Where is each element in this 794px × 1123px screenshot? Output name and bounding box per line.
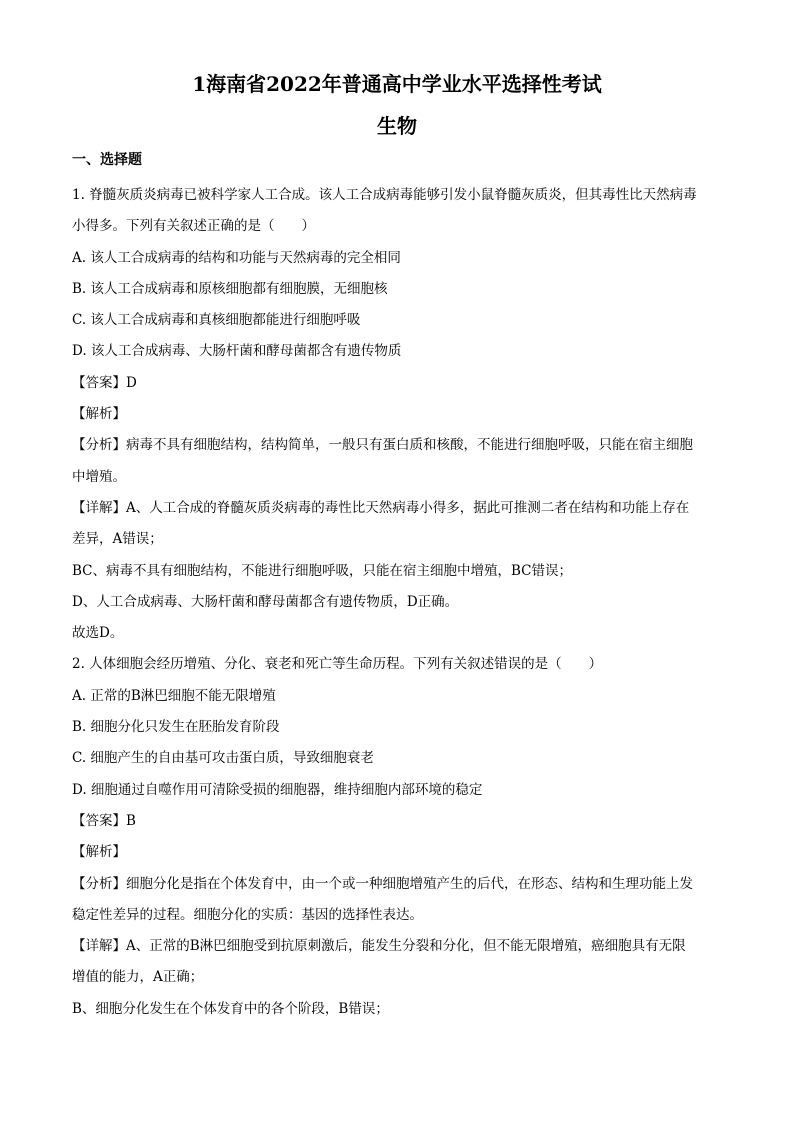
question-2-option-c: C. 细胞产生的自由基可攻击蛋白质，导致细胞衰老 bbox=[72, 750, 374, 767]
question-2-option-d: D. 细胞通过自噬作用可清除受损的细胞器，维持细胞内部环境的稳定 bbox=[72, 781, 483, 798]
question-2-answer: 【答案】B bbox=[72, 812, 136, 829]
question-2-analysis-line-1: 【分析】细胞分化是指在个体发育中，由一个或一种细胞增殖产生的后代，在形态、结构和生理功能上发 bbox=[72, 875, 693, 892]
question-1-conclusion: 故选D。 bbox=[72, 625, 124, 642]
question-1-stem-line-1: 1. 脊髓灰质炎病毒已被科学家人工合成。该人工合成病毒能够引发小鼠脊髓灰质炎，但其毒性比天然病毒 bbox=[72, 187, 697, 203]
question-1-detail-line-3: BC、病毒不具有细胞结构，不能进行细胞呼吸，只能在宿主细胞中增殖，BC错误； bbox=[72, 562, 572, 579]
document-body bbox=[72, 180, 724, 1025]
question-1-answer: 【答案】D bbox=[72, 374, 137, 391]
section-heading: 一、选择题 bbox=[72, 152, 142, 168]
question-1-stem-line-2: 小得多。下列有关叙述正确的是（ ） bbox=[72, 218, 315, 235]
document-title: 1海南省2022年普通高中学业水平选择性考试 bbox=[192, 72, 602, 96]
question-2-option-a: A. 正常的B淋巴细胞不能无限增殖 bbox=[72, 687, 276, 704]
question-2-detail-line-1: 【详解】A、正常的B淋巴细胞受到抗原刺激后，能发生分裂和分化，但不能无限增殖，癌细胞具有无限 bbox=[72, 938, 686, 955]
question-2-option-b: B. 细胞分化只发生在胚胎发育阶段 bbox=[72, 719, 280, 736]
question-1-option-a: A. 该人工合成病毒的结构和功能与天然病毒的完全相同 bbox=[72, 249, 401, 266]
question-1-detail-line-4: D、人工合成病毒、大肠杆菌和酵母菌都含有遗传物质，D正确。 bbox=[72, 593, 459, 610]
question-1-option-d: D. 该人工合成病毒、大肠杆菌和酵母菌都含有遗传物质 bbox=[72, 343, 402, 360]
question-1-detail-line-1: 【详解】A、人工合成的脊髓灰质炎病毒的毒性比天然病毒小得多，据此可推测二者在结构和功能上存在 bbox=[72, 499, 690, 516]
question-2-analysis-line-2: 稳定性差异的过程。细胞分化的实质：基因的选择性表达。 bbox=[72, 906, 423, 923]
question-1-analysis-label: 【解析】 bbox=[72, 406, 126, 423]
question-1-analysis-line-2: 中增殖。 bbox=[72, 468, 126, 485]
question-1-option-c: C. 该人工合成病毒和真核细胞都能进行细胞呼吸 bbox=[72, 312, 361, 329]
question-1-analysis-line-1: 【分析】病毒不具有细胞结构，结构简单，一般只有蛋白质和核酸，不能进行细胞呼吸，只能在宿主细胞 bbox=[72, 437, 693, 454]
question-2-analysis-label: 【解析】 bbox=[72, 844, 126, 861]
question-1-option-b: B. 该人工合成病毒和原核细胞都有细胞膜，无细胞核 bbox=[72, 280, 388, 297]
question-1-detail-line-2: 差异，A错误； bbox=[72, 531, 163, 548]
question-2-stem: 2. 人体细胞会经历增殖、分化、衰老和死亡等生命历程。下列有关叙述错误的是（ ） bbox=[72, 656, 603, 673]
question-2-detail-line-2: 增值的能力，A正确； bbox=[72, 969, 204, 986]
document-subtitle: 生物 bbox=[377, 114, 417, 138]
question-2-detail-line-3: B、细胞分化发生在个体发育中的各个阶段，B错误； bbox=[72, 1000, 389, 1017]
